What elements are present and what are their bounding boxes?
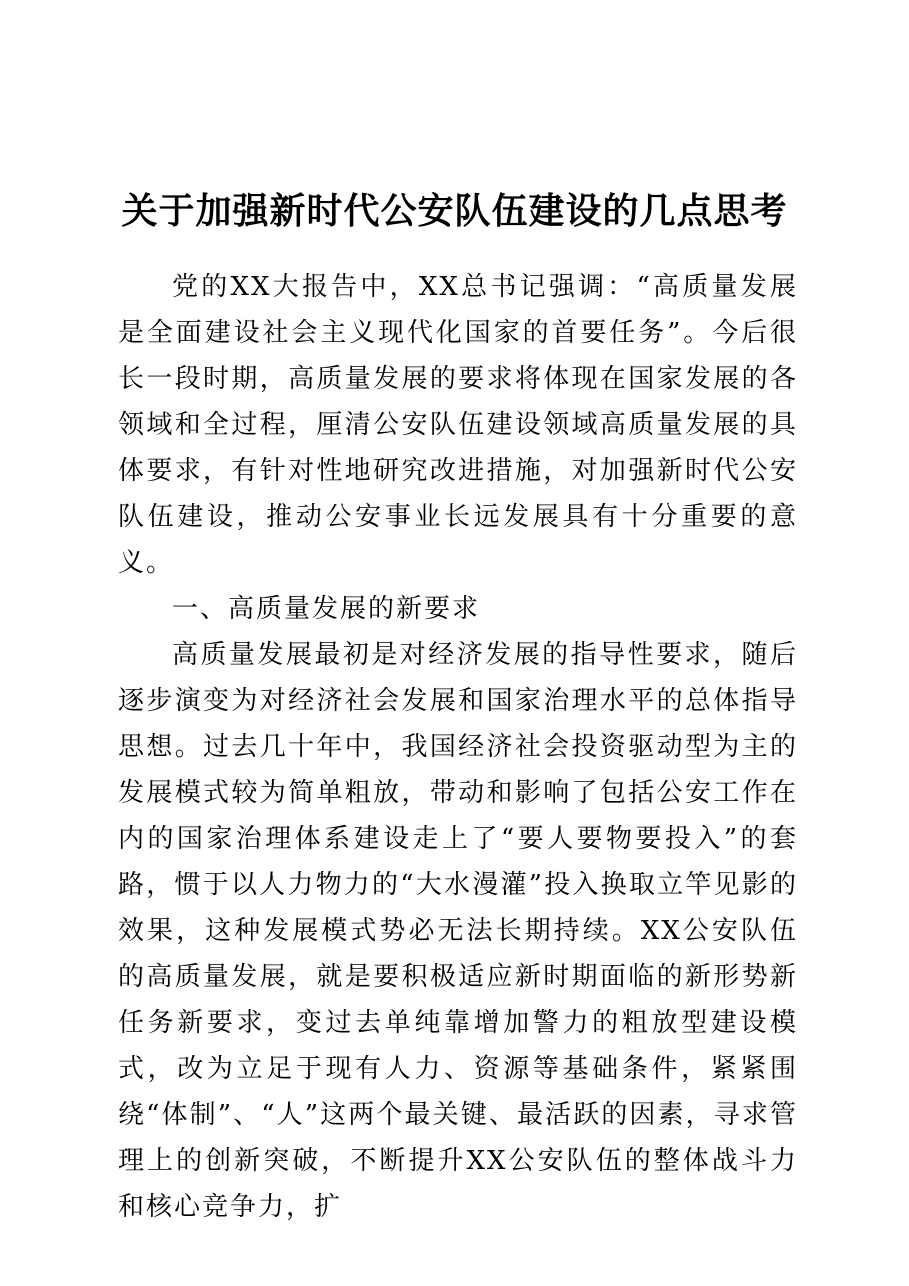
paragraph-intro: 党的XX大报告中，XX总书记强调：“高质量发展是全面建设社会主义现代化国家的首要任务”。今后很长一段时期，高质量发展的要求将体现在国家发展的各领域和全过程，厘清公安队伍建设领域高质量发展的具体要求，有针对性地研究改进措施，对加强新时代公安队伍建设，推动公安事业长远发展具有十分重要的意义。: [118, 272, 798, 578]
section-heading-1: 一、高质量发展的新要求: [172, 594, 481, 624]
document-title: 关于加强新时代公安队伍建设的几点思考: [121, 191, 788, 233]
document-body: [118, 264, 798, 1230]
paragraph-section-1: 高质量发展最初是对经济发展的指导性要求，随后逐步演变为对经济社会发展和国家治理水平的总体指导思想。过去几十年中，我国经济社会投资驱动型为主的发展模式较为简单粗放，带动和影响了包括公安工作在内的国家治理体系建设走上了“要人要物要投入”的套路，惯于以人力物力的“大水漫灌”投入换取立竿见影的效果，这种发展模式势必无法长期持续。XX公安队伍的高质量发展，就是要积极适应新时期面临的新形势新任务新要求，变过去单纯靠增加警力的粗放型建设模式，改为立足于现有人力、资源等基础条件，紧紧围绕“体制”、“人”这两个最关键、最活跃的因素，寻求管理上的创新突破，不断提升XX公安队伍的整体战斗力和核心竞争力，扩: [118, 640, 798, 1222]
